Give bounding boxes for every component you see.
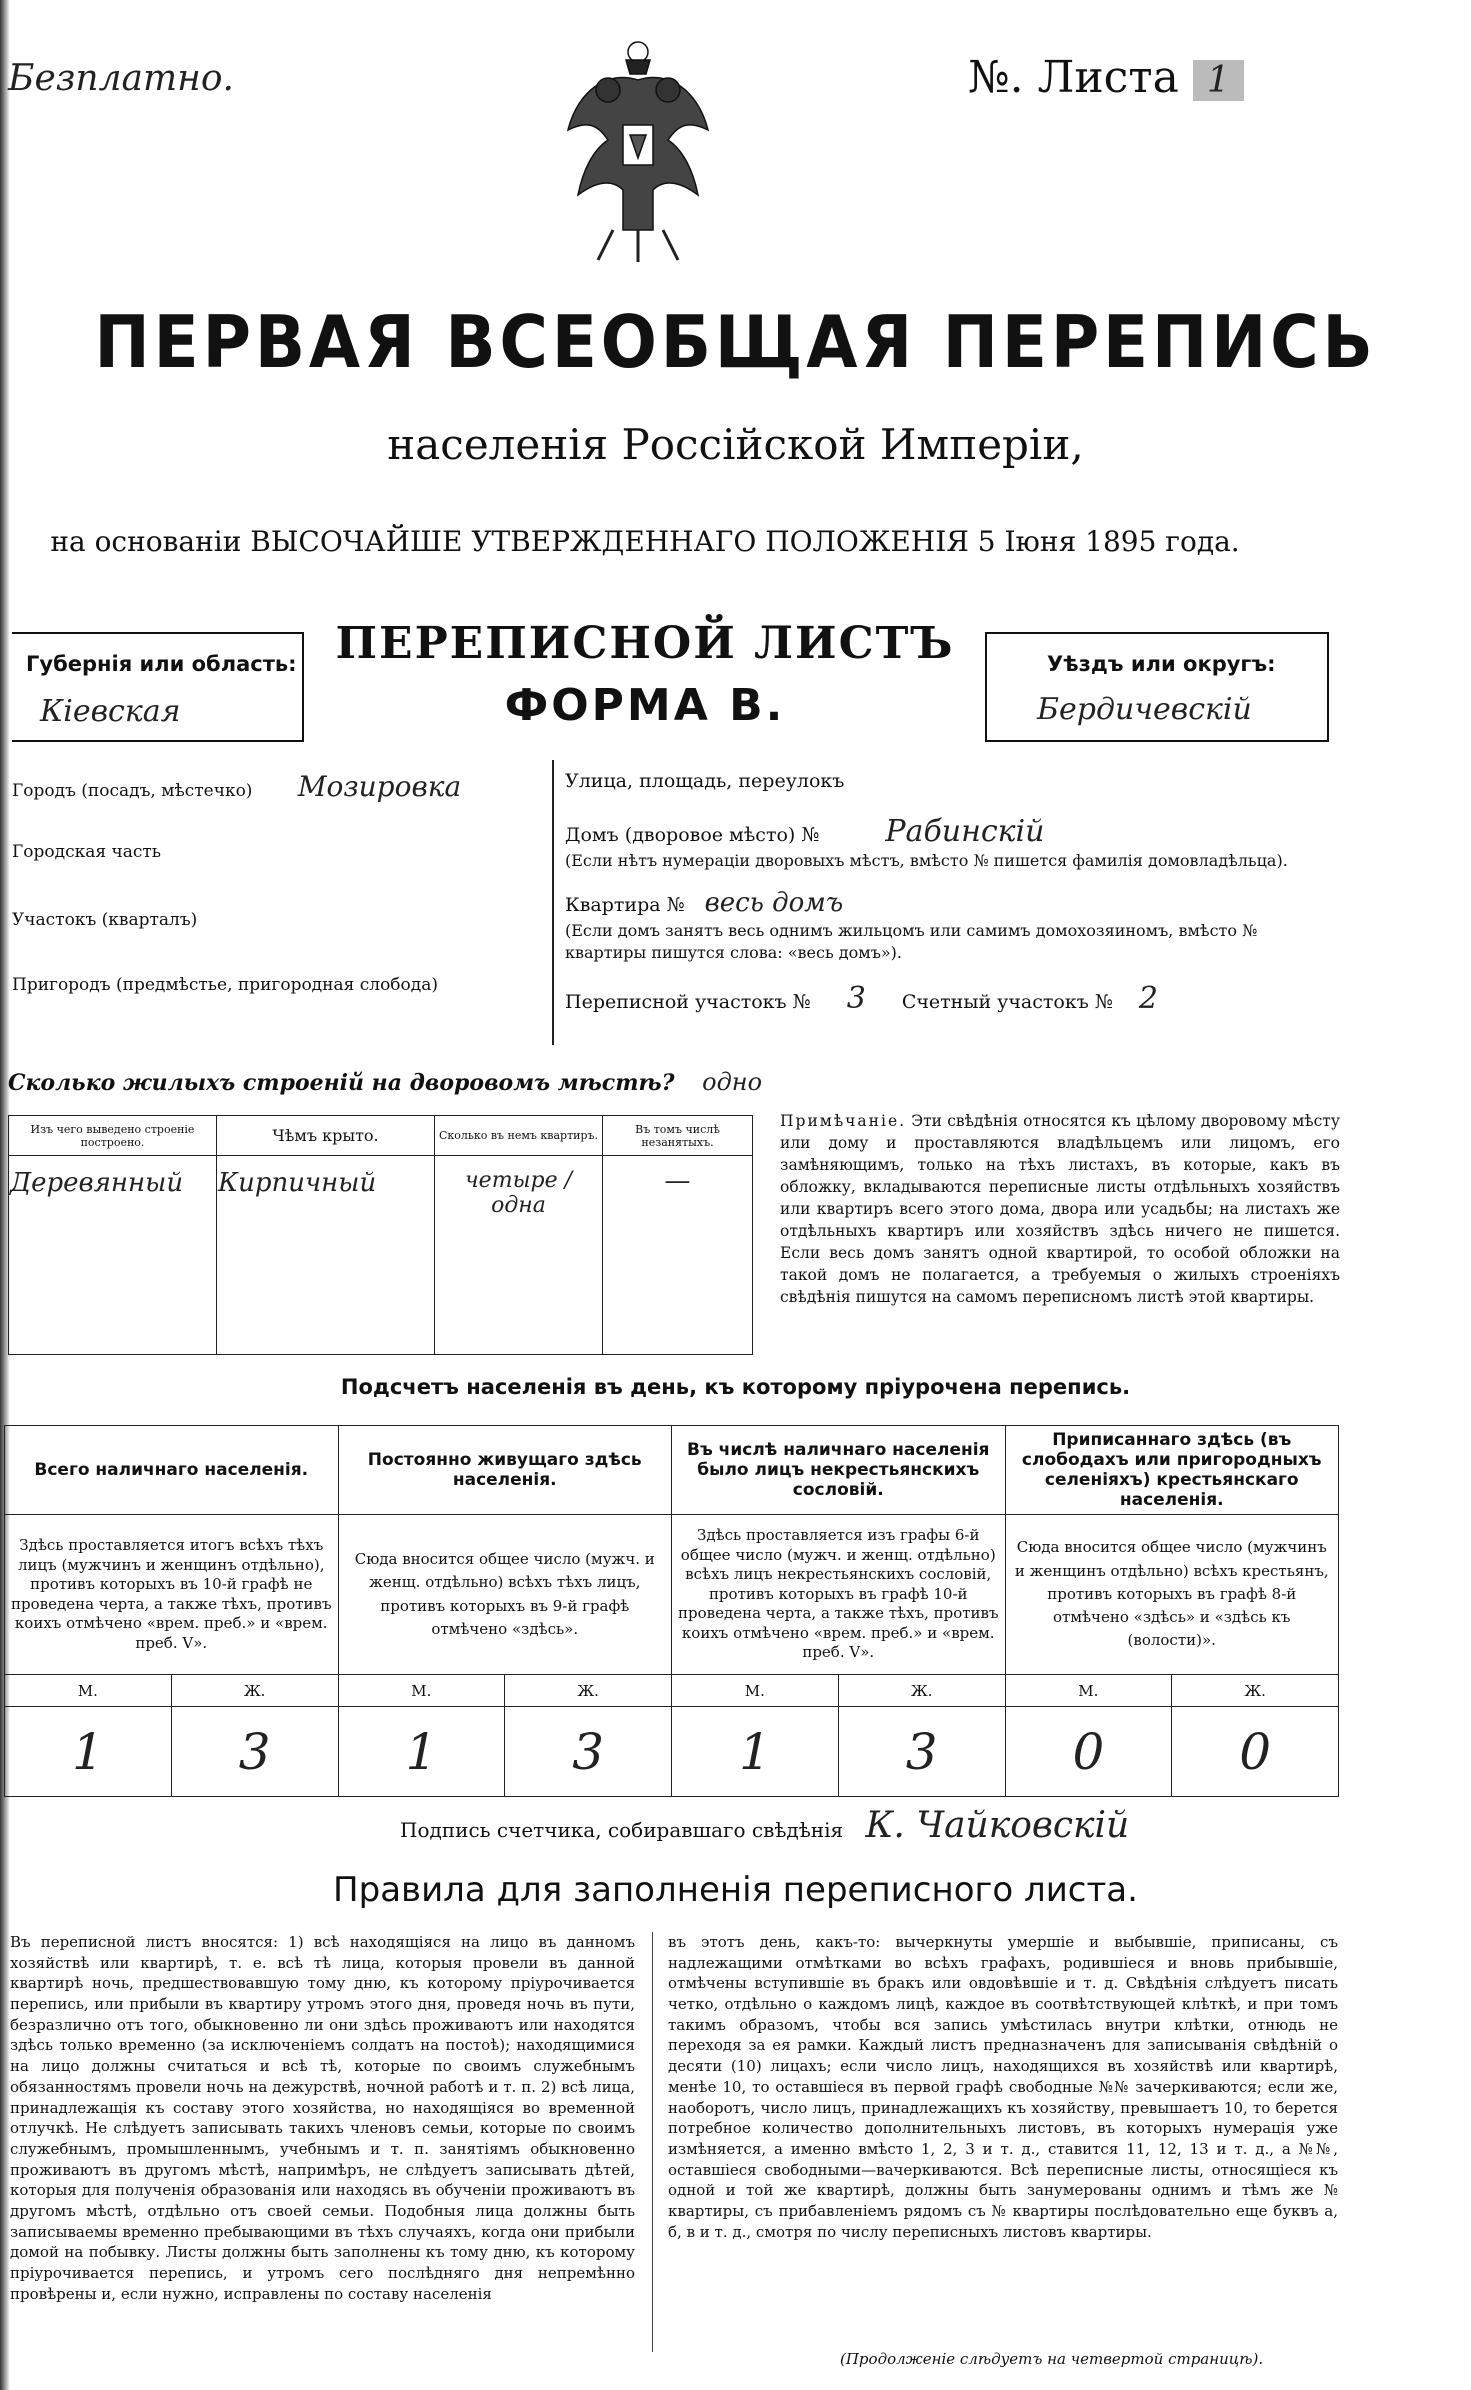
street-label: Улица, площадь, переулокъ [565, 770, 845, 792]
suburb-label: Пригородъ (предмѣстье, пригородная слобода) [12, 975, 439, 995]
province-box [12, 632, 304, 742]
buildings-header-material: Изъ чего выведено строеніе построено. [9, 1116, 217, 1156]
census-section-label: Переписной участокъ № [565, 991, 811, 1014]
sheet-number-label: №. Листа [968, 52, 1179, 103]
buildings-material-cell: Деревянный [9, 1156, 217, 1355]
imperial-eagle-emblem [538, 30, 738, 270]
address-right [565, 770, 1335, 1016]
district-value: Бердичевскій [1037, 692, 1252, 727]
signature-value: К. Чайковскій [865, 1805, 1130, 1846]
population-resident-f: 3 [505, 1707, 672, 1797]
apartment-value: весь домъ [704, 888, 844, 918]
apartment-note: (Если домъ занятъ весь однимъ жильцомъ или самимъ домохозяиномъ, вмѣсто № квартиры пишутся слова: «весь домъ»). [565, 921, 1258, 962]
form-label: ФОРМА В. [504, 680, 786, 731]
quarter-label: Участокъ (кварталъ) [12, 910, 198, 930]
page-title: ПЕРВАЯ ВСЕОБЩАЯ ПЕРЕПИСЬ [94, 300, 1377, 384]
buildings-question-row [8, 1068, 762, 1096]
population-col-head-total: Всего наличнаго населенія. [5, 1426, 339, 1515]
town-part-label: Городская часть [12, 842, 162, 862]
sheet-number-value: 1 [1193, 60, 1244, 101]
buildings-header-apartments: Сколько въ немъ квартиръ. [435, 1116, 603, 1156]
buildings-header-vacant: Въ томъ числѣ незанятыхъ. [603, 1116, 753, 1156]
rules-divider [652, 1932, 653, 2352]
population-resident-m: 1 [338, 1707, 505, 1797]
population-col-head-non-peasant: Въ числѣ наличнаго населенія было лицъ некрестьянскихъ сословій. [672, 1426, 1006, 1515]
buildings-question: Сколько жилыхъ строеній на дворовомъ мѣстѣ? [8, 1070, 675, 1096]
census-section-value: 3 [846, 981, 866, 1017]
population-m-label-1: М. [5, 1675, 172, 1707]
note-text: Эти свѣдѣнія относятся къ цѣлому дворовому мѣсту или дому и проставляются владѣльцемъ или лицомъ, его замѣняющимъ, только на тѣхъ листахъ, въ которые, какъ въ обложку, вкладываются переписные листы отдѣльныхъ хозяйствъ или квартиръ всего этого дома, двора или усадьбы; на листахъ же отдѣльныхъ квартиръ или хозяйствъ здѣсь ничего не пишется. Если весь домъ занятъ одной квартирой, то особой обложки на такой домъ не полагается, а требуемыя о жилыхъ строеніяхъ свѣдѣнія пишутся на самомъ переписномъ листѣ этой квартиры. [780, 1112, 1340, 1306]
buildings-apartments-cell: четыре / одна [435, 1156, 603, 1355]
house-label: Домъ (дворовое мѣсто) № [565, 824, 820, 846]
note-block [780, 1110, 1340, 1308]
population-table [4, 1425, 1339, 1797]
rules-continued: (Продолженіе слѣдуетъ на четвертой страницѣ). [840, 2350, 1264, 2368]
population-col-desc-resident: Сюда вносится общее число (мужч. и женщ. отдѣльно) всѣхъ тѣхъ лицъ, противъ которыхъ въ 9-й графѣ отмѣчено «здѣсь». [338, 1515, 672, 1675]
population-total-f: 3 [171, 1707, 338, 1797]
sections-row [565, 981, 1335, 1016]
buildings-roof-cell: Кирпичный [217, 1156, 435, 1355]
buildings-vacant-cell: — [603, 1156, 753, 1355]
apartment-row [565, 888, 1335, 918]
rules-title: Правила для заполненія переписного листа. [333, 1870, 1138, 1910]
province-value: Кіевская [40, 694, 181, 729]
population-f-label-1: Ж. [171, 1675, 338, 1707]
basis-line: на основаніи ВЫСОЧАЙШЕ УТВЕРЖДЕННАГО ПОЛОЖЕНІЯ 5 Іюня 1895 года. [50, 525, 1240, 558]
sheet-number [968, 52, 1244, 103]
town-value: Мозировка [297, 770, 462, 803]
house-value: Рабинскій [885, 814, 1045, 849]
population-col-desc-peasant: Сюда вносится общее число (мужчинъ и женщинъ отдѣльно) всѣхъ крестьянъ, противъ которыхъ въ графѣ 8-й отмѣчено «здѣсь» и «здѣсь къ (волости)». [1005, 1515, 1339, 1675]
population-col-head-resident: Постоянно живущаго здѣсь населенія. [338, 1426, 672, 1515]
population-total-m: 1 [5, 1707, 172, 1797]
population-m-label-2: М. [338, 1675, 505, 1707]
address-block [12, 760, 554, 1045]
free-label: Безплатно. [8, 58, 234, 99]
district-box [985, 632, 1329, 742]
population-peasant-f: 0 [1172, 1707, 1339, 1797]
population-col-desc-total: Здѣсь проставляется итогъ всѣхъ тѣхъ лицъ (мужчинъ и женщинъ отдѣльно), противъ которыхъ въ 10-й графѣ не проведена черта, а также тѣхъ, противъ коихъ отмѣчено «врем. преб.» и «врем. преб. V». [5, 1515, 339, 1675]
population-f-label-4: Ж. [1172, 1675, 1339, 1707]
population-non-peasant-m: 1 [672, 1707, 839, 1797]
rules-left-column: Въ переписной листъ вносятся: 1) всѣ находящіяся на лицо въ данномъ хозяйствѣ или квартирѣ, т. е. всѣ тѣ лица, которыя провели въ данной квартирѣ ночь, предшествовавшую тому дню, къ которому пріурочивается перепись, или прибыли въ квартиру утромъ этого дня, проведя ночь въ пути, безразлично отъ того, обыкновенно ли они здѣсь проживаютъ или находятся здѣсь только временно (за исключеніемъ солдатъ на постоѣ); находящимися на лицо должны считаться и всѣ тѣ, которые по своимъ служебнымъ обязанностямъ провели ночь на дежурствѣ, ночной работѣ и т. п. 2) всѣ лица, принадлежащія къ составу этого хозяйства, но находящіяся во временной отлучкѣ. Не слѣдуетъ записывать такихъ членовъ семьи, которые по своимъ служебнымъ, промышленнымъ, учебнымъ и т. п. занятіямъ обыкновенно проживаютъ въ другомъ мѣстѣ, напримѣръ, не слѣдуетъ записывать дѣтей, которыя для полученія образованія или находясь въ обученіи проживаютъ въ другомъ мѣстѣ, отдѣльно отъ своей семьи. Подобныя лица должны быть записываемы временно пребывающими въ тѣхъ случаяхъ, когда они прибыли домой на побывку. Листы должны быть заполнены къ тому дню, къ которому пріурочивается перепись, и утромъ сего послѣдняго дня непремѣнно провѣрены и, если нужно, исправлены по составу населенія [10, 1933, 635, 2303]
population-col-head-peasant: Приписаннаго здѣсь (въ слободахъ или пригородныхъ селеніяхъ) крестьянскаго населенія. [1005, 1426, 1339, 1515]
apartment-label: Квартира № [565, 894, 685, 916]
population-f-label-2: Ж. [505, 1675, 672, 1707]
population-title: Подсчетъ населенія въ день, къ которому пріурочена перепись. [340, 1375, 1131, 1399]
buildings-table [8, 1115, 753, 1355]
population-col-desc-non-peasant: Здѣсь проставляется изъ графы 6-й общее число (мужч. и женщ. отдѣльно) всѣхъ лицъ некрестьянскихъ сословій, противъ которыхъ въ графѣ 10-й проведена черта, а также тѣхъ, противъ коихъ отмѣчено «врем. преб.» и «врем. преб. V». [672, 1515, 1006, 1675]
count-section-value: 2 [1138, 981, 1158, 1017]
buildings-header-roof: Чѣмъ крыто. [217, 1116, 435, 1156]
count-section-label: Счетный участокъ № [901, 991, 1113, 1014]
population-non-peasant-f: 3 [838, 1707, 1005, 1797]
signature-row [400, 1805, 1129, 1846]
house-note: (Если нѣтъ нумераціи дворовыхъ мѣстъ, вмѣсто № пишется фамилія домовладѣльца). [565, 851, 1288, 870]
buildings-answer: одно [702, 1068, 763, 1096]
signature-label: Подпись счетчика, собиравшаго свѣдѣнія [400, 1818, 844, 1842]
house-row [565, 814, 1335, 849]
population-peasant-m: 0 [1005, 1707, 1172, 1797]
sheet-title: ПЕРЕПИСНОЙ ЛИСТЪ [335, 618, 955, 669]
note-title: Примѣчаніе. [780, 1112, 907, 1130]
population-f-label-3: Ж. [838, 1675, 1005, 1707]
page-subtitle: населенія Россійской Имперіи, [387, 420, 1084, 469]
district-label: Уѣздъ или округъ: [1047, 652, 1276, 676]
population-m-label-4: М. [1005, 1675, 1172, 1707]
town-row [12, 770, 461, 803]
province-label: Губернія или область: [26, 652, 297, 676]
population-m-label-3: М. [672, 1675, 839, 1707]
town-label: Городъ (посадъ, мѣстечко) [12, 781, 253, 801]
rules-right-column: въ этотъ день, какъ-то: вычеркнуты умершіе и выбывшіе, приписаны, съ надлежащими отмѣтками во всѣхъ графахъ, родившіеся и вновь прибывшіе, отмѣчены вступившіе въ бракъ или овдовѣвшіе и т. д. Свѣдѣнія слѣдуетъ писать четко, отдѣльно о каждомъ лицѣ, каждое въ соотвѣтствующей клѣткѣ, и при томъ такимъ образомъ, чтобы вся запись умѣстилась внутри клѣтки, отнюдь не переходя за ея рамки. Каждый листъ предназначенъ для записыванія свѣдѣній о десяти (10) лицахъ; если число лицъ, находящихся въ хозяйствѣ или квартирѣ, менѣе 10, то оставшіеся въ первой графѣ свободные №№ зачеркиваются; если же, наоборотъ, число лицъ, принадлежащихъ къ хозяйству, превышаетъ 10, то берется потребное количество дополнительныхъ листовъ, въ которыхъ нумерація уже измѣняется, а именно вмѣсто 1, 2, 3 и т. д., ставится 11, 12, 13 и т. д., а №№, оставшіеся свободными—вачеркиваются. Всѣ переписные листы, относящіеся къ одной и той же квартирѣ, должны быть занумерованы однимъ и тѣмъ же № квартиры, съ прибавленіемъ рядомъ съ № квартиры послѣдовательно еще буквъ а, б, в и т. д., смотря по числу переписныхъ листовъ квартиры. [668, 1933, 1338, 2241]
